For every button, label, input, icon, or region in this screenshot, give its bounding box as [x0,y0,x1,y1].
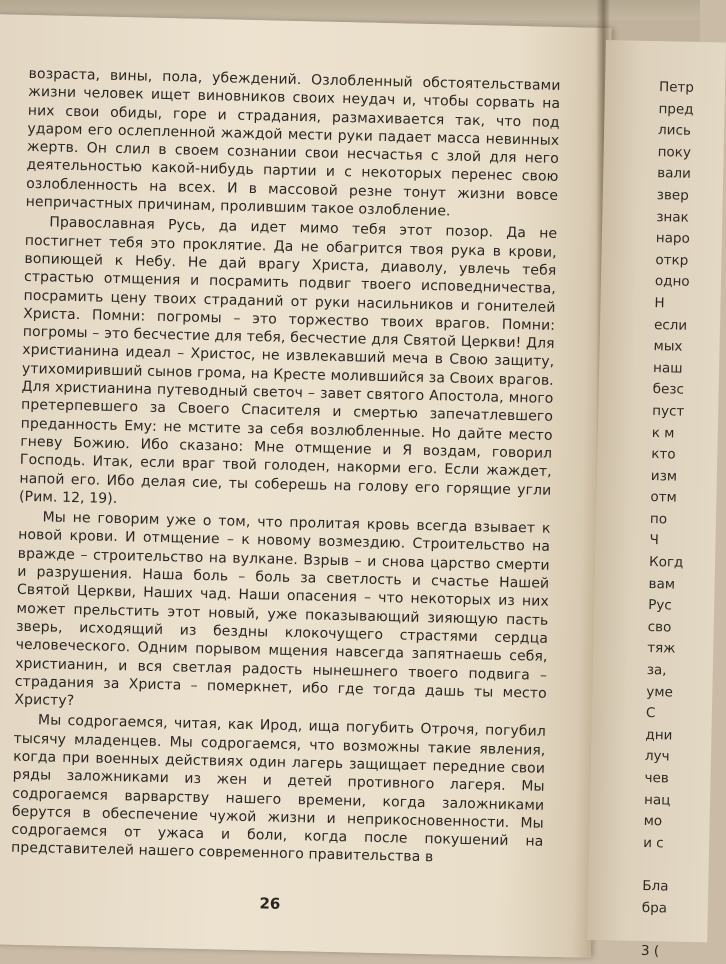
page-text [11,65,561,870]
right-page-line: С [645,705,656,722]
right-page-line: вали [657,165,692,183]
right-page-line: сво [647,618,672,636]
right-page-line: чев [644,769,669,787]
right-page-line: Ч [649,532,659,549]
right-page-line: мо [643,813,663,830]
right-page-text [641,77,720,963]
right-page-line: за, [646,662,667,679]
paragraph: возраста, вины, пола, убеждений. Озлобленный обстоятельствами жизни человек ищет виновников своих неудач и, чтобы сорвать на них свои обиды, горе и страдания, размахивается так, что под ударом его ослепленной жаждой мести руки падает масса невинных жертв. Он слил в своем сознании свои несчастья с злой для него деятельностью какой-нибудь партии и с некоторых перенес свою озлобленность на всех. И в массовой резне тонут жизни вовсе непричастных причинам, пролившим такое озлобление. [25,65,561,220]
right-page-line: безс [652,381,685,399]
page-number: 26 [259,894,281,913]
right-page-line: и с [643,834,664,852]
right-page-line: дни [645,726,673,744]
right-page-line: наро [655,230,690,247]
paragraph: Мы не говорим уже о том, что пролитая кровь всегда взывает к новой крови. И отмщение – к новому возмездию. Строительство на вражде – строительство на вулкане. Взрыв – и снова царство смерти и разрушения. Наша боль – боль за светлость и счастье Нашей Святой Церкви, Наших чад. Наши опасения – что некоторых из них может прельстить этот новый, уже показывающий зияющую пасть зверь, исходящий из бездны клокочущего страстями сердца человеческого. Одним порывом мщения навсегда запятнаешь себя, христианин, и вся светлая радость нынешнего твоего подвига – страдания за Христа – померкнет, ибо где тогда дашь ты место Христу? [14,509,551,710]
right-page-line: Когд [648,554,684,571]
right-page-line: тяж [647,640,676,658]
right-page-line: луч [644,748,670,765]
right-page [587,40,726,960]
right-page-line: 3 ( [640,942,660,960]
right-page-line: кто [651,446,676,463]
right-page-line: поку [657,143,692,161]
right-page-line [643,854,703,877]
paragraph: Мы содрогаемся, читая, как Ирод, ища погубить Отрочя, погубил тысячу младенцев. Мы содрогаемся, что возможны такие явления, когда при военных действиях один лагерь защищает передние свои ряды заложниками из жен и детей противного лагеря. Мы содрогаемся варварству нашего времени, когда заложниками берутся в обеспечение чужой жизни и неприкосновенности. Мы содрогаемся от ужаса и боли, когда после покушений на представителей нашего современного правительства в [10,712,547,866]
right-page-line: Рус [648,597,672,614]
paragraph: Православная Русь, да идет мимо тебя этот позор. Да не постигнет тебя это проклятие. Да не обагрится твоя рука в крови, вопиющей к Небу. Не дай врагу Христа, диаволу, увлечь тебя страстью отмщения и посрамить подвиг твоего исповедничества, посрамить цену твоих страданий от руки насильников и гонителей Христа. Помни: погромы – это торжество твоих врагов. Помни: погромы – это бесчестие для тебя, бесчестие для Святой Церкви! Для христианина идеал – Христос, не извлекавший меча в Свою защиту, утихомиривший сынов грома, на Кресте молившийся за Своих врагов. Для христианина путеводный светоч – завет святого Апостола, много претерпевшего за Своего Спасителя и смертью запечатлевшего преданность Ему: не мстите за себя возлюбленные. Но дайте место гневу Божию. Ибо сказано: Мне отмщение и Я воздам, говорил Господь. Итак, если враг твой голоден, накорми его. Если жаждет, напой его. Ибо делая сие, ты соберешь на голову его горящие угли (Рим. 12, 19). [18,214,558,507]
right-page-line [641,919,701,942]
right-page-line: нац [643,791,671,809]
right-page-line: если [653,316,688,334]
right-page-line: вам [648,575,676,593]
right-page-line: пред [658,100,694,118]
right-page-line: изм [650,467,678,485]
right-page-line: откр [655,251,689,269]
right-page-line: Н [654,295,665,312]
right-page-line: мых [653,338,683,355]
right-page-line: к м [651,424,675,442]
right-page-line: одно [654,273,690,291]
right-page-line: бра [641,899,668,917]
right-page-line: знак [656,208,689,226]
right-page-line: уме [646,683,674,701]
right-page-line: Петр [658,79,695,96]
left-page [0,14,612,958]
right-page-line: Бла [642,877,669,895]
right-page-line: звер [656,187,689,204]
right-page-line: наш [652,359,683,377]
right-page-line: отм [650,489,677,506]
right-page-line: лись [657,122,692,139]
right-page-line: пуст [652,402,685,420]
right-page-line: по [649,510,668,528]
